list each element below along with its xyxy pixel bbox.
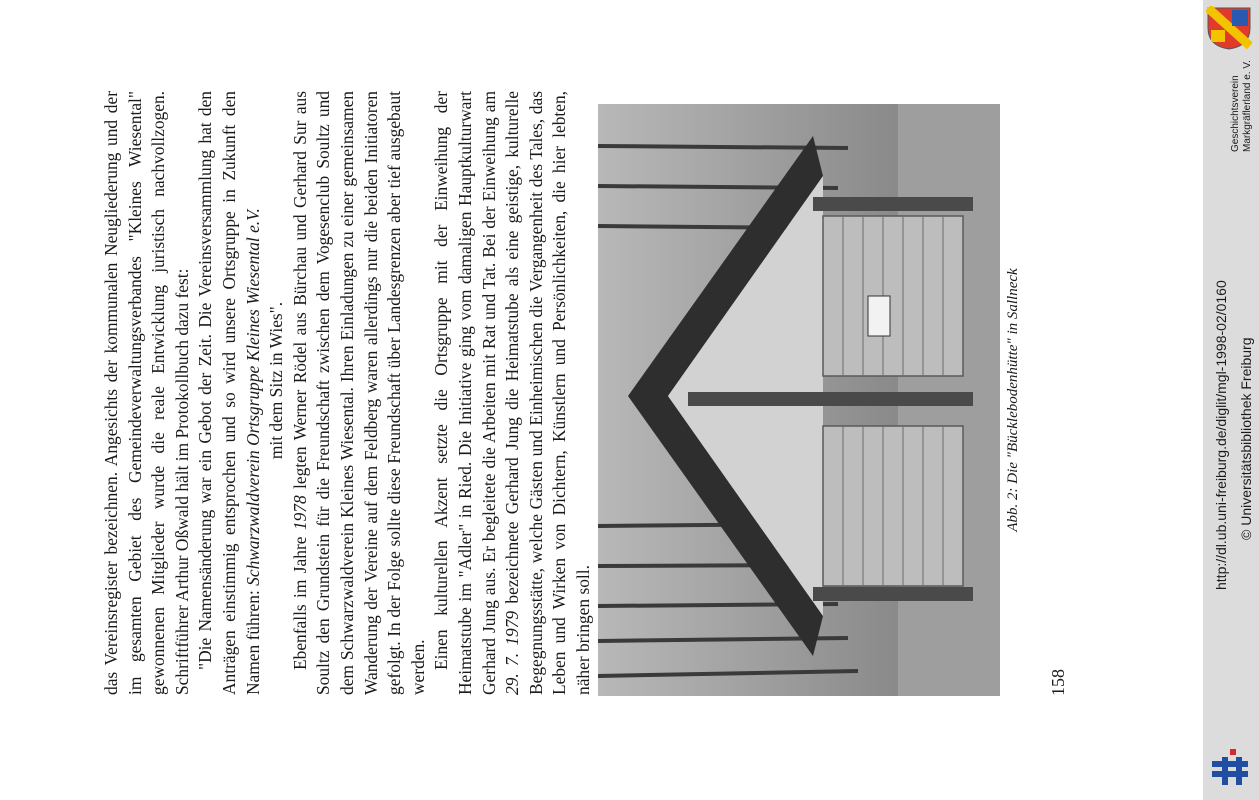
- date-1979: 29. 7. 1979: [502, 610, 523, 695]
- paragraph-3: [289, 91, 431, 695]
- quote-start: "Die Namensänderung war ein Gebot der Zeit. Die Vereinsversammlung hat den Anträgen einstimmig entsprochen und so wird unsere Ortsgruppe in Zukunft den Namen führen:: [195, 91, 263, 695]
- figure-caption: Abb. 2: Die "Bücklebodenhütte" in Sallneck: [1005, 268, 1021, 532]
- coat-of-arms-icon: [1206, 6, 1252, 50]
- paragraph-4-rest: bezeichnete Gerhard Jung die Heimatstube als eine geistige, kulturelle Begegnungsstätte, welche Gästen und Einheimischen die Vergangenheit des Tales, das Leben und Wirken von Dichtern, Künstlern und Persönlichkeiten, die hier lebten, näher bringen soll.: [502, 91, 593, 695]
- ub-logo-icon: [1208, 747, 1252, 791]
- paragraph-4-start: Einen kulturellen Akzent setzte die Ortsgruppe mit der Einweihung der Heimatstube im "Adler" in Ried. Die Initiative ging vom damaligen Hauptkulturwart Gerhard Jung aus. Er begleitete die Arbeiten mit Rat und Tat. Bei der Einweihung am: [431, 91, 499, 695]
- year-1978: 1978: [289, 495, 310, 531]
- paragraph-4: [430, 91, 595, 695]
- hut-photo-drawing: [598, 104, 1000, 696]
- org-name-line2: Markgräflerland e. V.: [1242, 60, 1253, 152]
- quote-end: mit dem Sitz in Wies".: [266, 301, 287, 460]
- paragraph-1: das Vereinsregister bezeichnen. Angesichts der kommunalen Neugliederung und der im gesamten Gebiet des Gemeindeverwaltungsverbandes "Kleines Wiesental" gewonnenen Mitglieder wurde die reale Entwicklung juristisch nachvollzogen. Schriftführer Arthur Oßwald hält im Protokollbuch dazu fest:: [101, 91, 192, 695]
- paragraph-3-rest: legten Werner Rödel aus Bürchau und Gerhard Sur aus Soultz den Grundstein für die Freundschaft zwischen dem Vogesenclub Soultz und dem Schwarzwaldverein Kleines Wiesental. Ihren Einladungen zu einer gemeinsamen Wanderung der Vereine auf dem Feldberg waren allerdings nur die beiden Initiatoren gefolgt. In der Folge sollte diese Freundschaft über Landesgrenzen aber tief ausgebaut werden.: [289, 90, 428, 695]
- article-text: [100, 91, 595, 695]
- ub-freiburg-logo: [1208, 747, 1252, 796]
- paragraph-3-start: Ebenfalls im Jahre: [289, 536, 310, 670]
- copyright-notice: © Universitätsbibliothek Freiburg: [1238, 337, 1254, 540]
- hut-photo: [598, 104, 1000, 696]
- source-url-link[interactable]: http://dl.ub.uni-freiburg.de/diglit/mgl-1998-02/0160: [1213, 280, 1229, 590]
- org-name-line1: Geschichtsverein: [1230, 75, 1241, 152]
- page-number: 158: [1048, 669, 1068, 696]
- quote-paragraph: [194, 91, 288, 695]
- quote-association-name: Schwarzwaldverein Ortsgruppe Kleines Wiesental e.V.: [242, 208, 263, 586]
- coat-of-arms-logo: [1206, 6, 1252, 55]
